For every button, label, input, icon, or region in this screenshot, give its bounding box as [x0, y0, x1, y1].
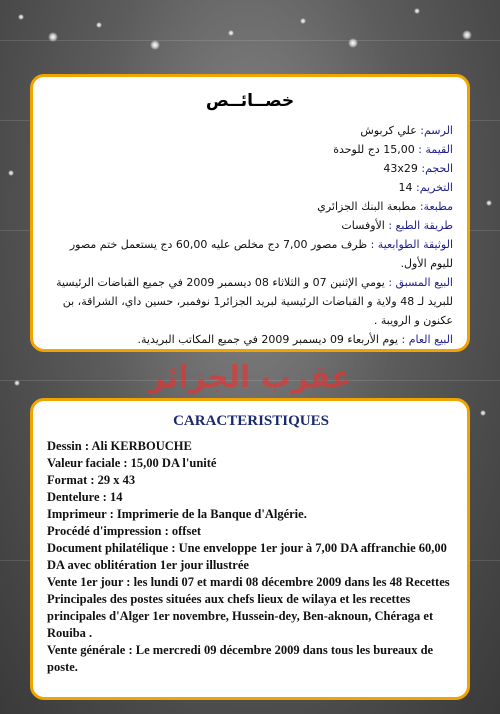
- french-line-perforation: [47, 489, 455, 506]
- arabic-key: طريقة الطبع :: [388, 219, 453, 232]
- watermark-text: عقرب الجزائر: [148, 360, 352, 395]
- arabic-value: 43x29: [383, 162, 422, 175]
- arabic-key: الوثيقة الطوابعية :: [370, 238, 453, 251]
- arabic-key: مطبعة:: [419, 200, 453, 213]
- french-key: Dentelure: [47, 490, 100, 504]
- french-line-process: [47, 523, 455, 540]
- arabic-value: 15,00 دج للوحدة: [333, 143, 419, 156]
- arabic-value: يوم الأربعاء 09 ديسمبر 2009 في جميع المكاتب البريدية.: [137, 333, 402, 346]
- arabic-key: التخريم:: [416, 181, 453, 194]
- arabic-characteristics-panel: [30, 74, 470, 352]
- french-value: : Une enveloppe 1er jour à 7,00 DA affranchie 60,00 DA avec oblitération 1er jour illustrée: [47, 541, 447, 572]
- french-line-general-sale: [47, 642, 455, 676]
- french-value: : Le mercredi 09 décembre 2009 dans tous les bureaux de poste.: [47, 643, 434, 674]
- french-key: Valeur faciale: [47, 456, 121, 470]
- french-value: : 14: [99, 490, 123, 504]
- french-key: Vente 1er jour: [47, 575, 124, 589]
- french-value: : 29 x 43: [87, 473, 136, 487]
- french-value: : Ali KERBOUCHE: [81, 439, 192, 453]
- french-key: Vente générale: [47, 643, 126, 657]
- arabic-value: يومي الإثنين 07 و الثلاثاء 08 ديسمبر 2009 في جميع القباضات الرئيسية للبريد لـ 48 ولاية و القباضات الرئيسية لبريد الجزائر1 نوفمبر، حسين داي، الشراقة، بن عكنون و الرويبة .: [56, 276, 453, 327]
- french-value: : les lundi 07 et mardi 08 décembre 2009 dans les 48 Recettes Principales des postes situées aux chefs lieux de wilaya et les recettes principales d'Alger 1er novembre, Hussein-dey, Ben-aknoun, Chéraga et Rouiba .: [47, 575, 450, 640]
- french-characteristics-panel: [30, 398, 470, 700]
- french-key: Imprimeur: [47, 507, 107, 521]
- arabic-title: خصــائــص: [205, 91, 295, 111]
- arabic-value: 14: [398, 181, 416, 194]
- french-line-design: [47, 438, 455, 455]
- arabic-line-design: [47, 121, 453, 140]
- french-line-document: [47, 540, 455, 574]
- arabic-line-format: [47, 159, 453, 178]
- french-key: Format: [47, 473, 88, 487]
- arabic-line-value: [47, 140, 453, 159]
- french-line-first-day-sale: [47, 574, 455, 642]
- arabic-value: علي كربوش: [360, 124, 421, 137]
- french-key: Document philatélique: [47, 541, 169, 555]
- arabic-line-printer: [47, 197, 453, 216]
- arabic-key: الرسم:: [420, 124, 453, 137]
- french-line-value: [47, 455, 455, 472]
- arabic-value: الأوفسات: [341, 219, 389, 232]
- french-value: : Imprimerie de la Banque d'Algérie.: [106, 507, 307, 521]
- arabic-key: البيع المسبق :: [388, 276, 453, 289]
- arabic-key: البيع العام :: [401, 333, 453, 346]
- french-line-format: [47, 472, 455, 489]
- arabic-line-perforation: [47, 178, 453, 197]
- french-title: CARACTERISTIQUES: [173, 413, 329, 429]
- french-key: Dessin: [47, 439, 82, 453]
- arabic-value: مطبعة البنك الجزائري: [317, 200, 420, 213]
- french-value: : 15,00 DA l'unité: [120, 456, 217, 470]
- arabic-line-first-day-sale: [47, 273, 453, 330]
- french-line-printer: [47, 506, 455, 523]
- arabic-line-general-sale: [47, 330, 453, 349]
- arabic-line-process: [47, 216, 453, 235]
- french-key: Procédé d'impression: [47, 524, 162, 538]
- french-value: : offset: [161, 524, 202, 538]
- arabic-value: ظرف مصور 7,00 دج مخلص عليه 60,00 دج يستعمل ختم مصور لليوم الأول.: [69, 238, 453, 270]
- arabic-key: الحجم:: [421, 162, 453, 175]
- arabic-key: القيمة :: [418, 143, 453, 156]
- arabic-line-document: [47, 235, 453, 273]
